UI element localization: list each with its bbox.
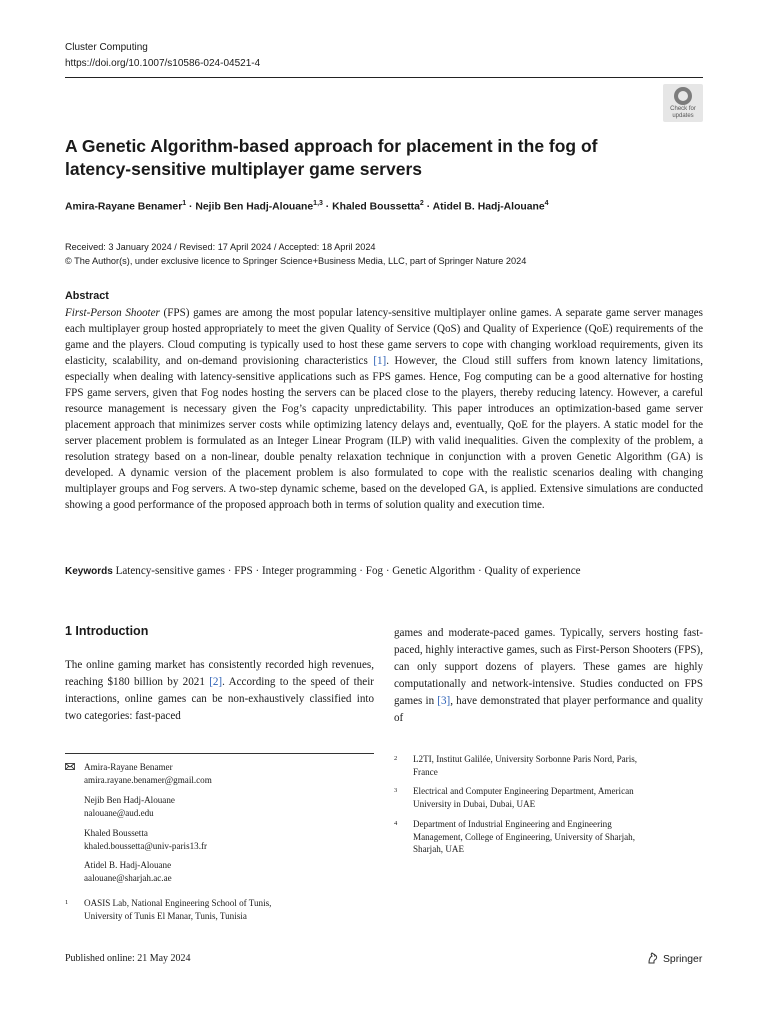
author-separator: · xyxy=(186,201,196,213)
keyword-separator: · xyxy=(252,565,262,577)
author-affiliation: 4 xyxy=(544,200,549,207)
doi-link[interactable]: https://doi.org/10.1007/s10586-024-04521-4 xyxy=(65,58,261,69)
abstract-text xyxy=(65,305,703,513)
keyword: Fog xyxy=(365,565,384,577)
author-separator: · xyxy=(322,201,333,213)
abstract-part: (FPS) games are among the most popular latency-sensitive multiplayer online games. A separate game server manages each multiplayer group hosted appropriately to meet the given Quality of Service (QoS) and Quality of Experience (QoE) requirements of the game and the players. Cloud computing is typically used to host these game servers to cope with changing workload requirements, given its elasticity, scalability, and on-demand provisioning characteristics xyxy=(65,307,703,367)
affiliation-line: University of Tunis El Manar, Tunis, Tunisia xyxy=(84,910,247,921)
contact-email[interactable]: amira.rayane.benamer@gmail.com xyxy=(84,774,212,785)
author-name[interactable]: Amira-Rayane Benamer xyxy=(65,201,183,213)
keyword-separator: · xyxy=(224,565,235,577)
keyword: FPS xyxy=(234,565,253,577)
keyword: Quality of experience xyxy=(484,565,581,577)
affiliation-line: Sharjah, UAE xyxy=(413,844,465,854)
keywords-label: Keywords xyxy=(65,566,113,577)
contact-name: Nejib Ben Hadj-Alouane xyxy=(84,795,175,805)
affiliation-line: Electrical and Computer Engineering Department, American xyxy=(413,786,634,796)
citation-link[interactable]: [1] xyxy=(373,355,387,367)
footnote-divider xyxy=(65,753,374,754)
author-name[interactable]: Khaled Boussetta xyxy=(332,201,420,213)
keyword: Integer programming xyxy=(261,565,357,577)
contact-email[interactable]: aalouane@sharjah.ac.ae xyxy=(84,872,172,883)
affiliation-line: Department of Industrial Engineering and Engineering xyxy=(413,819,612,829)
contact-name: Amira-Rayane Benamer xyxy=(84,762,173,772)
check-updates-icon xyxy=(674,87,692,105)
contact-name: Khaled Boussetta xyxy=(84,828,148,838)
author-name[interactable]: Atidel B. Hadj-Alouane xyxy=(432,201,545,213)
section-heading-introduction: 1 Introduction xyxy=(65,624,149,638)
keyword-separator: · xyxy=(356,565,366,577)
intro-text: . According to the speed of their interactions, online games can be non-exhaustively classified into two categories: fast-paced xyxy=(65,676,374,722)
affiliation-line: France xyxy=(413,766,438,777)
published-online: Published online: 21 May 2024 xyxy=(65,953,191,964)
contact-email[interactable]: nalouane@aud.edu xyxy=(84,807,154,818)
envelope-icon xyxy=(65,763,75,770)
abstract-part: . However, the Cloud still suffers from known latency limitations, especially when dealing with latency-sensitive applications such as FPS games. Hence, Fog computing can be a good alternative for hosting FPS game servers, given that Fog nodes hosting the servers can be placed close to the players, thereby reducing latency. However, a careful resource management is necessary given the Fog’s capacity unpredictability. This paper introduces an optimization-based game server placement approach that minimizes server costs while optimizing latency delays and, eventually, QoE for the players. A static model for the server placement problem is formulated as an Integer Linear Program (ILP) with valid inequalities. Given the complexity of the problem, a resolution strategy based on a non-linear, double penalty relaxation technique in conjunction with a proven Genetic Algorithm (GA) is developed. A dynamic version of the placement problem is also formulated to cope with the realistic scenarios dealing with changing multiplayer groups and Fog servers. A two-step dynamic scheme, based on the developed GA, is applied. Extensive simulations are conducted showing a good performance of the proposed approach both in terms of solution quality and execution time. xyxy=(65,355,703,511)
intro-column-left xyxy=(65,657,374,725)
check-for-updates-badge[interactable] xyxy=(663,84,703,122)
journal-name: Cluster Computing xyxy=(65,42,148,53)
publisher-name: Springer xyxy=(663,954,703,965)
keyword-separator: · xyxy=(475,565,485,577)
journal-header xyxy=(65,40,260,72)
affiliation-line: OASIS Lab, National Engineering School of Tunis, xyxy=(84,898,272,908)
intro-column-right xyxy=(394,625,703,727)
author-list xyxy=(65,200,549,212)
author-affiliation: 2 xyxy=(419,200,424,207)
author-affiliation: 1 xyxy=(182,200,187,207)
springer-horse-icon xyxy=(646,951,660,965)
badge-line-1: Check for xyxy=(670,106,696,112)
author-name[interactable]: Nejib Ben Hadj-Alouane xyxy=(195,201,314,213)
contact-entry xyxy=(84,794,175,819)
abstract-italic-lead: First-Person Shooter xyxy=(65,307,160,319)
intro-text: , have demonstrated that player performance and quality of xyxy=(394,695,703,724)
keyword: Latency-sensitive games xyxy=(115,565,225,577)
keyword: Genetic Algorithm xyxy=(392,565,476,577)
intro-text: The online gaming market has consistently recorded high revenues, reaching $180 billion by 2021 xyxy=(65,659,374,688)
intro-text: games and moderate-paced games. Typically, servers hosting fast-paced, highly interactive games, such as First-Person Shooters (FPS), can only support dozens of players. These games are highly computationally and network-intensive. Studies conducted on FPS games in xyxy=(394,627,703,707)
citation-link[interactable]: [2] xyxy=(209,676,223,688)
footnote-number: 1 xyxy=(65,899,69,906)
author-separator: · xyxy=(423,201,433,213)
contact-entry xyxy=(84,827,207,852)
affiliation-line: L2TI, Institut Galilée, University Sorbonne Paris Nord, Paris, xyxy=(413,754,638,764)
contact-email[interactable]: khaled.boussetta@univ-paris13.fr xyxy=(84,840,208,851)
badge-line-2: updates xyxy=(672,113,694,119)
article-history xyxy=(65,240,526,268)
contact-entry xyxy=(84,761,212,786)
received-dates: Received: 3 January 2024 / Revised: 17 April 2024 / Accepted: 18 April 2024 xyxy=(65,242,376,252)
footnote-number: 2 xyxy=(394,755,398,762)
citation-link[interactable]: [3] xyxy=(437,695,451,707)
paper-title: A Genetic Algorithm-based approach for placement in the fog of latency-sensitive multiplayer game servers xyxy=(65,136,598,179)
publisher-logo[interactable] xyxy=(646,951,702,965)
footnote-number: 4 xyxy=(394,820,398,827)
author-affiliation: 1,3 xyxy=(313,200,323,207)
affiliation-line: Management, College of Engineering, University of Sharjah, xyxy=(413,831,635,842)
keyword-separator: · xyxy=(383,565,393,577)
footnote-number: 3 xyxy=(394,787,398,794)
keywords-line xyxy=(65,565,581,577)
header-divider xyxy=(65,77,703,78)
abstract-heading: Abstract xyxy=(65,290,109,302)
contact-entry xyxy=(84,859,172,884)
contact-name: Atidel B. Hadj-Alouane xyxy=(84,860,172,870)
copyright-notice: © The Author(s), under exclusive licence to Springer Science+Business Media, LLC, part of Springer Nature 2024 xyxy=(65,256,527,266)
affiliation-line: University in Dubai, Dubai, UAE xyxy=(413,798,536,809)
